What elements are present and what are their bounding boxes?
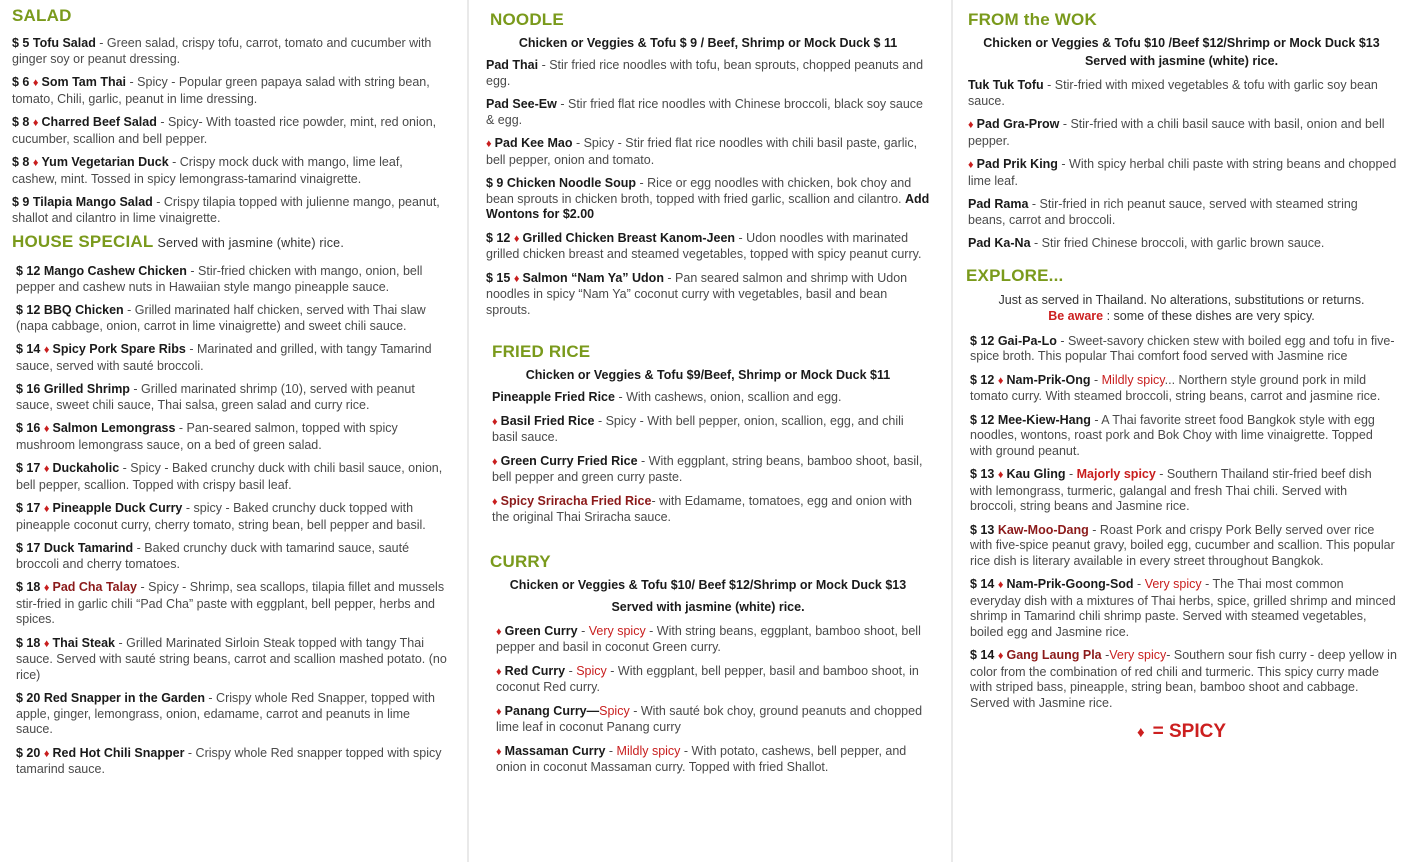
item-name: Pad Rama <box>968 197 1029 211</box>
spicy-diamond-icon: ♦ <box>496 705 505 718</box>
item-description: - Roast Pork and crispy Pork Belly served over rice with five-spice peanut gravy, boiled egg, cucumber and scallion. This popular rice dish is literary available in every street throughout Bangkok. <box>970 522 1395 568</box>
menu-item <box>486 97 930 128</box>
spicy-diamond-icon: ♦ <box>492 455 501 468</box>
be-aware-text: : some of these dishes are very spicy. <box>1103 308 1315 323</box>
item-price: $ 14 <box>970 577 998 591</box>
item-name: Duck Tamarind <box>43 541 134 555</box>
item-name: Spicy Pork Spare Ribs <box>52 342 186 356</box>
item-description: - Southern sour fish curry - deep yellow in color from the combination of red chili and turmeric. This spicy curry made with striped bass, pineapple, string bean, bamboo shoot and cabbage. Served with Jasmine rice. <box>970 648 1397 710</box>
wok-price-line: Chicken or Veggies & Tofu $10 /Beef $12/Shrimp or Mock Duck $13 <box>983 36 1380 50</box>
item-description: - Sweet-savory chicken stew with boiled egg and tofu in five-spice broth. This popular Thai comfort food served with Jasmine rice <box>970 333 1395 363</box>
menu-item <box>968 78 1397 109</box>
item-price: $ 15 <box>486 270 514 285</box>
item-name: Red Curry <box>504 663 566 678</box>
item-description: - Pan seared salmon and shrimp with Udon noodles in spicy “Nam Ya” coconut curry with vegetables, basil and bean sprouts. <box>486 270 908 317</box>
item-name: Pad Thai <box>486 58 539 72</box>
item-heat-level: Very spicy <box>1144 577 1202 591</box>
item-name: Grilled Chicken Breast Kanom-Jeen <box>522 230 736 245</box>
spicy-diamond-icon: ♦ <box>496 665 505 678</box>
item-name: Pineapple Fried Rice <box>492 390 615 404</box>
item-price: $ 6 <box>12 75 33 89</box>
item-heat-level: Very spicy <box>1109 648 1167 662</box>
fried-rice-heading: FRIED RICE <box>492 342 591 361</box>
menu-item <box>486 231 930 263</box>
menu-item: $ 14 ♦ Nam-Prik-Goong-Sod - Very spicy - The Thai most common everyday dish with a mixtures of Thai herbs, spice, grilled shrimp and minced shrimp in Tamarind chili shrimp paste. Served with steamed vegetables, boiled egg and Jasmine rice. <box>970 577 1396 639</box>
spicy-diamond-icon: ♦ <box>32 77 42 89</box>
item-description: - spicy - Baked crunchy duck topped with pineapple coconut curry, cherry tomato, string bean, bell pepper and basil. <box>16 501 426 532</box>
column-right <box>952 0 1413 862</box>
menu-item <box>486 58 930 89</box>
item-name: Chicken Noodle Soup <box>506 176 637 190</box>
item-price: $ 9 <box>12 195 33 209</box>
curry-price-line: Chicken or Veggies & Tofu $10/ Beef $12/Shrimp or Mock Duck $13 <box>509 577 907 592</box>
item-name: Basil Fried Rice <box>500 413 595 428</box>
house-special-title: HOUSE SPECIAL <box>12 232 154 251</box>
menu-item <box>970 334 1397 365</box>
menu-item <box>16 461 450 493</box>
salad-heading: SALAD <box>12 6 72 25</box>
item-price: $ 9 <box>486 176 507 190</box>
noodle-list <box>486 58 930 318</box>
item-description: - Spicy - Popular green papaya salad with string bean, tomato, Chili, garlic, peanut in lime dressing. <box>12 75 430 106</box>
menu-item <box>492 454 930 486</box>
explore-note-text: Just as served in Thailand. No alterations, substitutions or returns. <box>998 292 1365 307</box>
menu-item <box>970 413 1397 460</box>
item-price: $ 12 <box>970 333 998 348</box>
item-name: Massaman Curry <box>504 743 606 758</box>
column-left <box>0 0 468 862</box>
spicy-diamond-icon: ♦ <box>43 747 53 760</box>
spicy-diamond-icon: ♦ <box>997 579 1007 591</box>
item-description: - Stir-fried with a chili basil sauce with basil, onion and bell pepper. <box>968 117 1385 148</box>
item-heat-level: Mildly spicy <box>616 743 681 758</box>
menu-item: ♦ Massaman Curry - Mildly spicy - With potato, cashews, bell pepper, and onion in coconut Massaman curry. Topped with fried Shallot. <box>496 743 907 774</box>
spicy-legend <box>966 721 1397 743</box>
item-name: Charred Beef Salad <box>41 115 157 129</box>
item-name: Duckaholic <box>52 461 120 475</box>
item-description: - With spicy herbal chili paste with string beans and chopped lime leaf. <box>968 157 1397 188</box>
item-description: Northern style ground pork in mild tomato curry. With steamed broccoli, string beans, carrot and jasmine rice. <box>970 372 1381 403</box>
noodle-heading: NOODLE <box>490 10 564 29</box>
column-middle <box>468 0 952 862</box>
spicy-diamond-icon: ♦ <box>496 745 505 758</box>
item-name: Pad Kee Mao <box>494 136 573 150</box>
item-name: Red Snapper in the Garden <box>43 691 205 705</box>
item-heat-level: Spicy <box>576 663 607 678</box>
item-name: Som Tam Thai <box>41 75 127 89</box>
item-price: $ 16 <box>16 382 44 396</box>
spicy-diamond-icon: ♦ <box>513 272 523 285</box>
spicy-diamond-icon: ♦ <box>43 463 53 475</box>
item-description: - With eggplant, string beans, bamboo shoot, basil, bell pepper and green curry paste. <box>492 453 923 484</box>
item-description: - Southern Thailand stir-fried beef dish with lemongrass, turmeric, galangal and fresh Thai chili. Served with broccoli, string beans and Jasmine rice. <box>970 467 1372 513</box>
menu-item <box>16 636 450 684</box>
spicy-diamond-icon: ♦ <box>997 374 1007 387</box>
item-price: $ 20 <box>16 745 44 760</box>
item-description: - Pan-seared salmon, topped with spicy mushroom lemongrass sauce, on a bed of green salad. <box>16 421 398 452</box>
item-name: Pad Gra-Prow <box>976 117 1060 131</box>
item-description: - Spicy - Shrimp, sea scallops, tilapia fillet and mussels stir-fried in garlic chili “Pad Cha” paste with eggplant, bell pepper, herbs and spices. <box>16 580 445 626</box>
item-name: Green Curry <box>504 623 578 638</box>
spicy-diamond-icon: ♦ <box>513 232 523 245</box>
explore-note <box>966 292 1397 324</box>
item-name: Nam-Prik-Ong <box>1006 372 1091 387</box>
fried-rice-list <box>486 390 930 526</box>
menu-item <box>12 195 450 226</box>
item-price: $ 17 <box>16 501 44 515</box>
menu-item <box>16 382 450 413</box>
item-name: Red Hot Chili Snapper <box>52 745 185 760</box>
item-description: - With sauté bok choy, ground peanuts and chopped lime leaf in coconut Panang curry <box>496 703 923 734</box>
spicy-legend-text: = SPICY <box>1152 721 1227 742</box>
menu-item <box>968 157 1397 189</box>
item-description: - Stir-fried with mixed vegetables & tofu with garlic soy bean sauce. <box>968 78 1378 108</box>
menu-item <box>16 303 450 334</box>
curry-list <box>486 624 930 776</box>
be-aware-label: Be aware <box>1048 308 1104 323</box>
menu-item <box>492 414 930 446</box>
item-price: $ 17 <box>16 461 44 475</box>
menu-item <box>968 197 1397 228</box>
item-name: Kaw-Moo-Dang <box>997 522 1089 537</box>
menu-item <box>492 390 930 406</box>
noodle-price-line: Chicken or Veggies & Tofu $ 9 / Beef, Shrimp or Mock Duck $ 11 <box>518 36 898 50</box>
item-name: Pad Cha Talay <box>52 580 138 594</box>
curry-served-line: Served with jasmine (white) rice. <box>611 599 805 614</box>
item-price: $ 14 <box>16 342 44 356</box>
item-name: Pad Ka-Na <box>968 236 1031 250</box>
item-heat-level: Spicy <box>599 703 630 718</box>
item-description: - Spicy- With toasted rice powder, mint, red onion, cucumber, scallion and bell pepper. <box>12 115 437 146</box>
item-price: $ 8 <box>12 155 33 169</box>
menu-item <box>486 271 930 319</box>
item-description: - Crispy tilapia topped with julienne mango, peanut, shallot and cilantro in lime vinaigrette. <box>12 195 440 225</box>
item-price: $ 16 <box>16 421 44 435</box>
spicy-diamond-icon: ♦ <box>43 503 53 515</box>
item-description: - Green salad, crispy tofu, carrot, tomato and cucumber with ginger soy or peanut dressing. <box>12 36 432 66</box>
item-description: - With potato, cashews, bell pepper, and onion in coconut Massaman curry. Topped with fried Shallot. <box>496 743 907 774</box>
item-name: Pineapple Duck Curry <box>52 501 183 515</box>
menu-item <box>16 580 450 628</box>
item-description: - Marinated and grilled, with tangy Tamarind sauce, served with sauté broccoli. <box>16 342 432 373</box>
item-price: $ 5 <box>12 36 33 50</box>
menu-item <box>12 36 450 67</box>
item-description: - Stir fried rice noodles with tofu, bean sprouts, chopped peanuts and egg. <box>486 58 924 88</box>
item-description: - A Thai favorite street food Bangkok style with egg noodles, wontons, roast pork and Bok Choy with lime vinaigrette. Topped with ground peanut. <box>970 412 1375 458</box>
menu-item <box>492 494 930 526</box>
item-description: - Spicy - Baked crunchy duck with chili basil sauce, onion, bell pepper, scallion. Topped with crispy basil leaf. <box>16 461 443 492</box>
wok-heading: FROM the WOK <box>968 10 1097 29</box>
item-price: $ 20 <box>16 691 44 705</box>
spicy-diamond-icon: ♦ <box>492 415 501 428</box>
item-description: - Grilled marinated half chicken, served with Thai slaw (napa cabbage, onion, carrot in lime vinaigrette) and sweet chili sauce. <box>16 303 426 333</box>
item-name: Mee-Kiew-Hang <box>997 412 1091 427</box>
spicy-diamond-icon: ♦ <box>486 138 495 150</box>
item-description: - Baked crunchy duck with tamarind sauce, sauté broccoli and cherry tomatoes. <box>16 541 410 571</box>
wok-served-line: Served with jasmine (white) rice. <box>1084 54 1279 68</box>
menu-item: ♦ Green Curry - Very spicy - With string beans, eggplant, bamboo shoot, bell pepper and basil in coconut Green curry. <box>496 623 921 654</box>
item-name: Salmon “Nam Ya” Udon <box>522 270 664 285</box>
menu-item <box>16 264 450 295</box>
menu-item <box>486 176 930 223</box>
spicy-diamond-icon: ♦ <box>43 637 53 650</box>
item-price: $ 18 <box>16 635 44 650</box>
item-heat-level: Majorly spicy <box>1076 467 1156 481</box>
item-description: - Stir fried Chinese broccoli, with garlic brown sauce. <box>1030 236 1325 250</box>
menu-item <box>968 117 1397 149</box>
item-description: - Udon noodles with marinated grilled chicken breast and steamed vegetables, topped with spicy peanut curry. <box>486 230 922 261</box>
item-description: - With cashews, onion, scallion and egg. <box>614 390 842 404</box>
spicy-diamond-icon: ♦ <box>32 117 42 129</box>
menu-item: $ 13 ♦ Kau Gling - Majorly spicy - Southern Thailand stir-fried beef dish with lemongrass, turmeric, galangal and fresh Thai chili. Served with broccoli, string beans and Jasmine rice. <box>970 467 1372 513</box>
item-name: Spicy Sriracha Fried Rice <box>500 493 652 508</box>
item-description: - Crispy whole Red Snapper, topped with apple, ginger, lemongrass, onion, edamame, carrot and peanuts in lime sauce. <box>16 691 435 736</box>
item-price: $ 12 <box>16 303 44 317</box>
item-price: $ 12 <box>486 230 514 245</box>
item-description: - with Edamame, tomatoes, egg and onion with the original Thai Sriracha sauce. <box>492 493 912 524</box>
item-heat-level: Very spicy <box>588 623 646 638</box>
item-name: Yum Vegetarian Duck <box>41 155 169 169</box>
item-name: Gai-Pa-Lo <box>997 333 1057 348</box>
explore-list <box>966 334 1397 712</box>
item-description: - With eggplant, bell pepper, basil and bamboo shoot, in coconut Red curry. <box>496 663 919 694</box>
item-description: - Spicy - Stir fried flat rice noodles with chili basil paste, garlic, bell pepper, onion and tomato. <box>486 136 918 167</box>
item-price: $ 12 <box>970 412 998 427</box>
item-description: - With string beans, eggplant, bamboo shoot, bell pepper and basil in coconut Green curry. <box>496 623 921 654</box>
spicy-diamond-icon: ♦ <box>968 159 977 171</box>
item-name: Green Curry Fried Rice <box>500 453 638 468</box>
item-name: Kau Gling <box>1006 467 1066 481</box>
item-description: - Stir fried flat rice noodles with Chinese broccoli, black soy sauce & egg. <box>486 97 924 127</box>
menu-item <box>16 746 450 778</box>
fried-rice-price-line: Chicken or Veggies & Tofu $9/Beef, Shrimp or Mock Duck $11 <box>525 368 891 382</box>
item-name: Pad Prik King <box>976 157 1058 171</box>
item-description: - Stir-fried in rich peanut sauce, served with steamed string beans, carrot and broccoli. <box>968 197 1358 227</box>
item-addon: Add Wontons for $2.00 <box>486 191 930 221</box>
menu-item <box>12 155 450 187</box>
house-special-subtitle: Served with jasmine (white) rice. <box>157 236 344 250</box>
item-description: - Grilled marinated shrimp (10), served with peanut sauce, sweet chili sauce, Thai salsa, green salad and curry rice. <box>16 382 415 412</box>
spicy-diamond-icon: ♦ <box>1136 724 1145 741</box>
item-description: - The Thai most common everyday dish with a mixtures of Thai herbs, spice, grilled shrimp and minced shrimp in Tamarind chili shrimp paste. Served with steamed vegetables, boiled egg and Jasmine rice. <box>970 577 1396 639</box>
item-name: Mango Cashew Chicken <box>43 264 187 278</box>
menu-item <box>16 691 450 738</box>
menu-item <box>12 75 450 107</box>
menu-item <box>16 421 450 453</box>
spicy-diamond-icon: ♦ <box>968 119 977 131</box>
item-description: - Grilled Marinated Sirloin Steak topped with tangy Thai sauce. Served with sauté string beans, carrot and scallion mashed potato. (no rice) <box>16 635 447 682</box>
spicy-diamond-icon: ♦ <box>997 469 1007 481</box>
item-name: Gang Laung Pla <box>1006 648 1102 662</box>
curry-heading: CURRY <box>490 551 551 571</box>
spicy-diamond-icon: ♦ <box>997 650 1007 662</box>
item-name: Tilapia Mango Salad <box>32 195 153 209</box>
wok-list <box>966 78 1397 252</box>
item-price: $ 12 <box>970 372 998 387</box>
item-description: - Rice or egg noodles with chicken, bok choy and bean sprouts in chicken broth, topped with fried garlic, scallion and cilantro. <box>486 176 912 206</box>
explore-heading: EXPLORE... <box>966 265 1064 285</box>
item-price: $ 18 <box>16 580 44 594</box>
item-heat-level: Mildly spicy <box>1101 372 1165 387</box>
menu-item <box>970 523 1397 570</box>
item-name: Thai Steak <box>52 635 116 650</box>
item-price: $ 13 <box>970 467 998 481</box>
spicy-diamond-icon: ♦ <box>43 344 53 356</box>
item-name: Nam-Prik-Goong-Sod <box>1006 577 1134 591</box>
spicy-diamond-icon: ♦ <box>43 582 53 594</box>
item-price: $ 17 <box>16 541 44 555</box>
spicy-diamond-icon: ♦ <box>496 625 505 638</box>
item-name: Tofu Salad <box>32 36 96 50</box>
item-name: Panang Curry— <box>504 703 600 718</box>
item-price: $ 14 <box>970 648 998 662</box>
item-price: $ 13 <box>970 522 998 537</box>
menu-item <box>968 236 1397 252</box>
item-price: $ 12 <box>16 264 44 278</box>
menu-item: $ 14 ♦ Gang Laung Pla -Very spicy- Southern sour fish curry - deep yellow in color from the combination of red chili and turmeric. This spicy curry made with striped bass, pineapple, string bean, bamboo shoot and cabbage. Served with Jasmine rice. <box>970 648 1397 710</box>
item-name: Grilled Shrimp <box>43 382 130 396</box>
spicy-diamond-icon: ♦ <box>492 495 501 508</box>
menu-item <box>12 115 450 147</box>
item-name: Tuk Tuk Tofu <box>968 78 1044 92</box>
menu-item: $ 12 ♦ Nam-Prik-Ong - Mildly spicy... Northern style ground pork in mild tomato curry. With steamed broccoli, string beans, carrot and jasmine rice. <box>970 372 1381 403</box>
spicy-diamond-icon: ♦ <box>32 157 42 169</box>
menu-item <box>16 501 450 533</box>
menu-item <box>486 136 930 168</box>
house-special-list <box>12 264 450 778</box>
item-price: $ 8 <box>12 115 33 129</box>
house-special-heading <box>12 232 450 252</box>
item-description: - Stir-fried chicken with mango, onion, bell pepper and cashew nuts in Hawaiian style mango pineapple sauce. <box>16 264 423 294</box>
item-description: - Crispy mock duck with mango, lime leaf, cashew, mint. Tossed in spicy lemongrass-tamarind vinaigrette. <box>12 155 403 186</box>
item-description: - Spicy - With bell pepper, onion, scallion, egg, and chili basil sauce. <box>492 413 904 444</box>
item-name: Salmon Lemongrass <box>52 421 176 435</box>
item-name: Pad See-Ew <box>486 97 557 111</box>
menu-item <box>16 541 450 572</box>
menu-item <box>496 704 930 736</box>
menu-item: ♦ Red Curry - Spicy - With eggplant, bell pepper, basil and bamboo shoot, in coconut Red curry. <box>496 663 919 694</box>
spicy-diamond-icon: ♦ <box>43 423 53 435</box>
salad-list <box>12 36 450 226</box>
menu-item <box>16 342 450 374</box>
item-name: BBQ Chicken <box>43 303 124 317</box>
item-description: - Crispy whole Red snapper topped with spicy tamarind sauce. <box>16 745 442 776</box>
